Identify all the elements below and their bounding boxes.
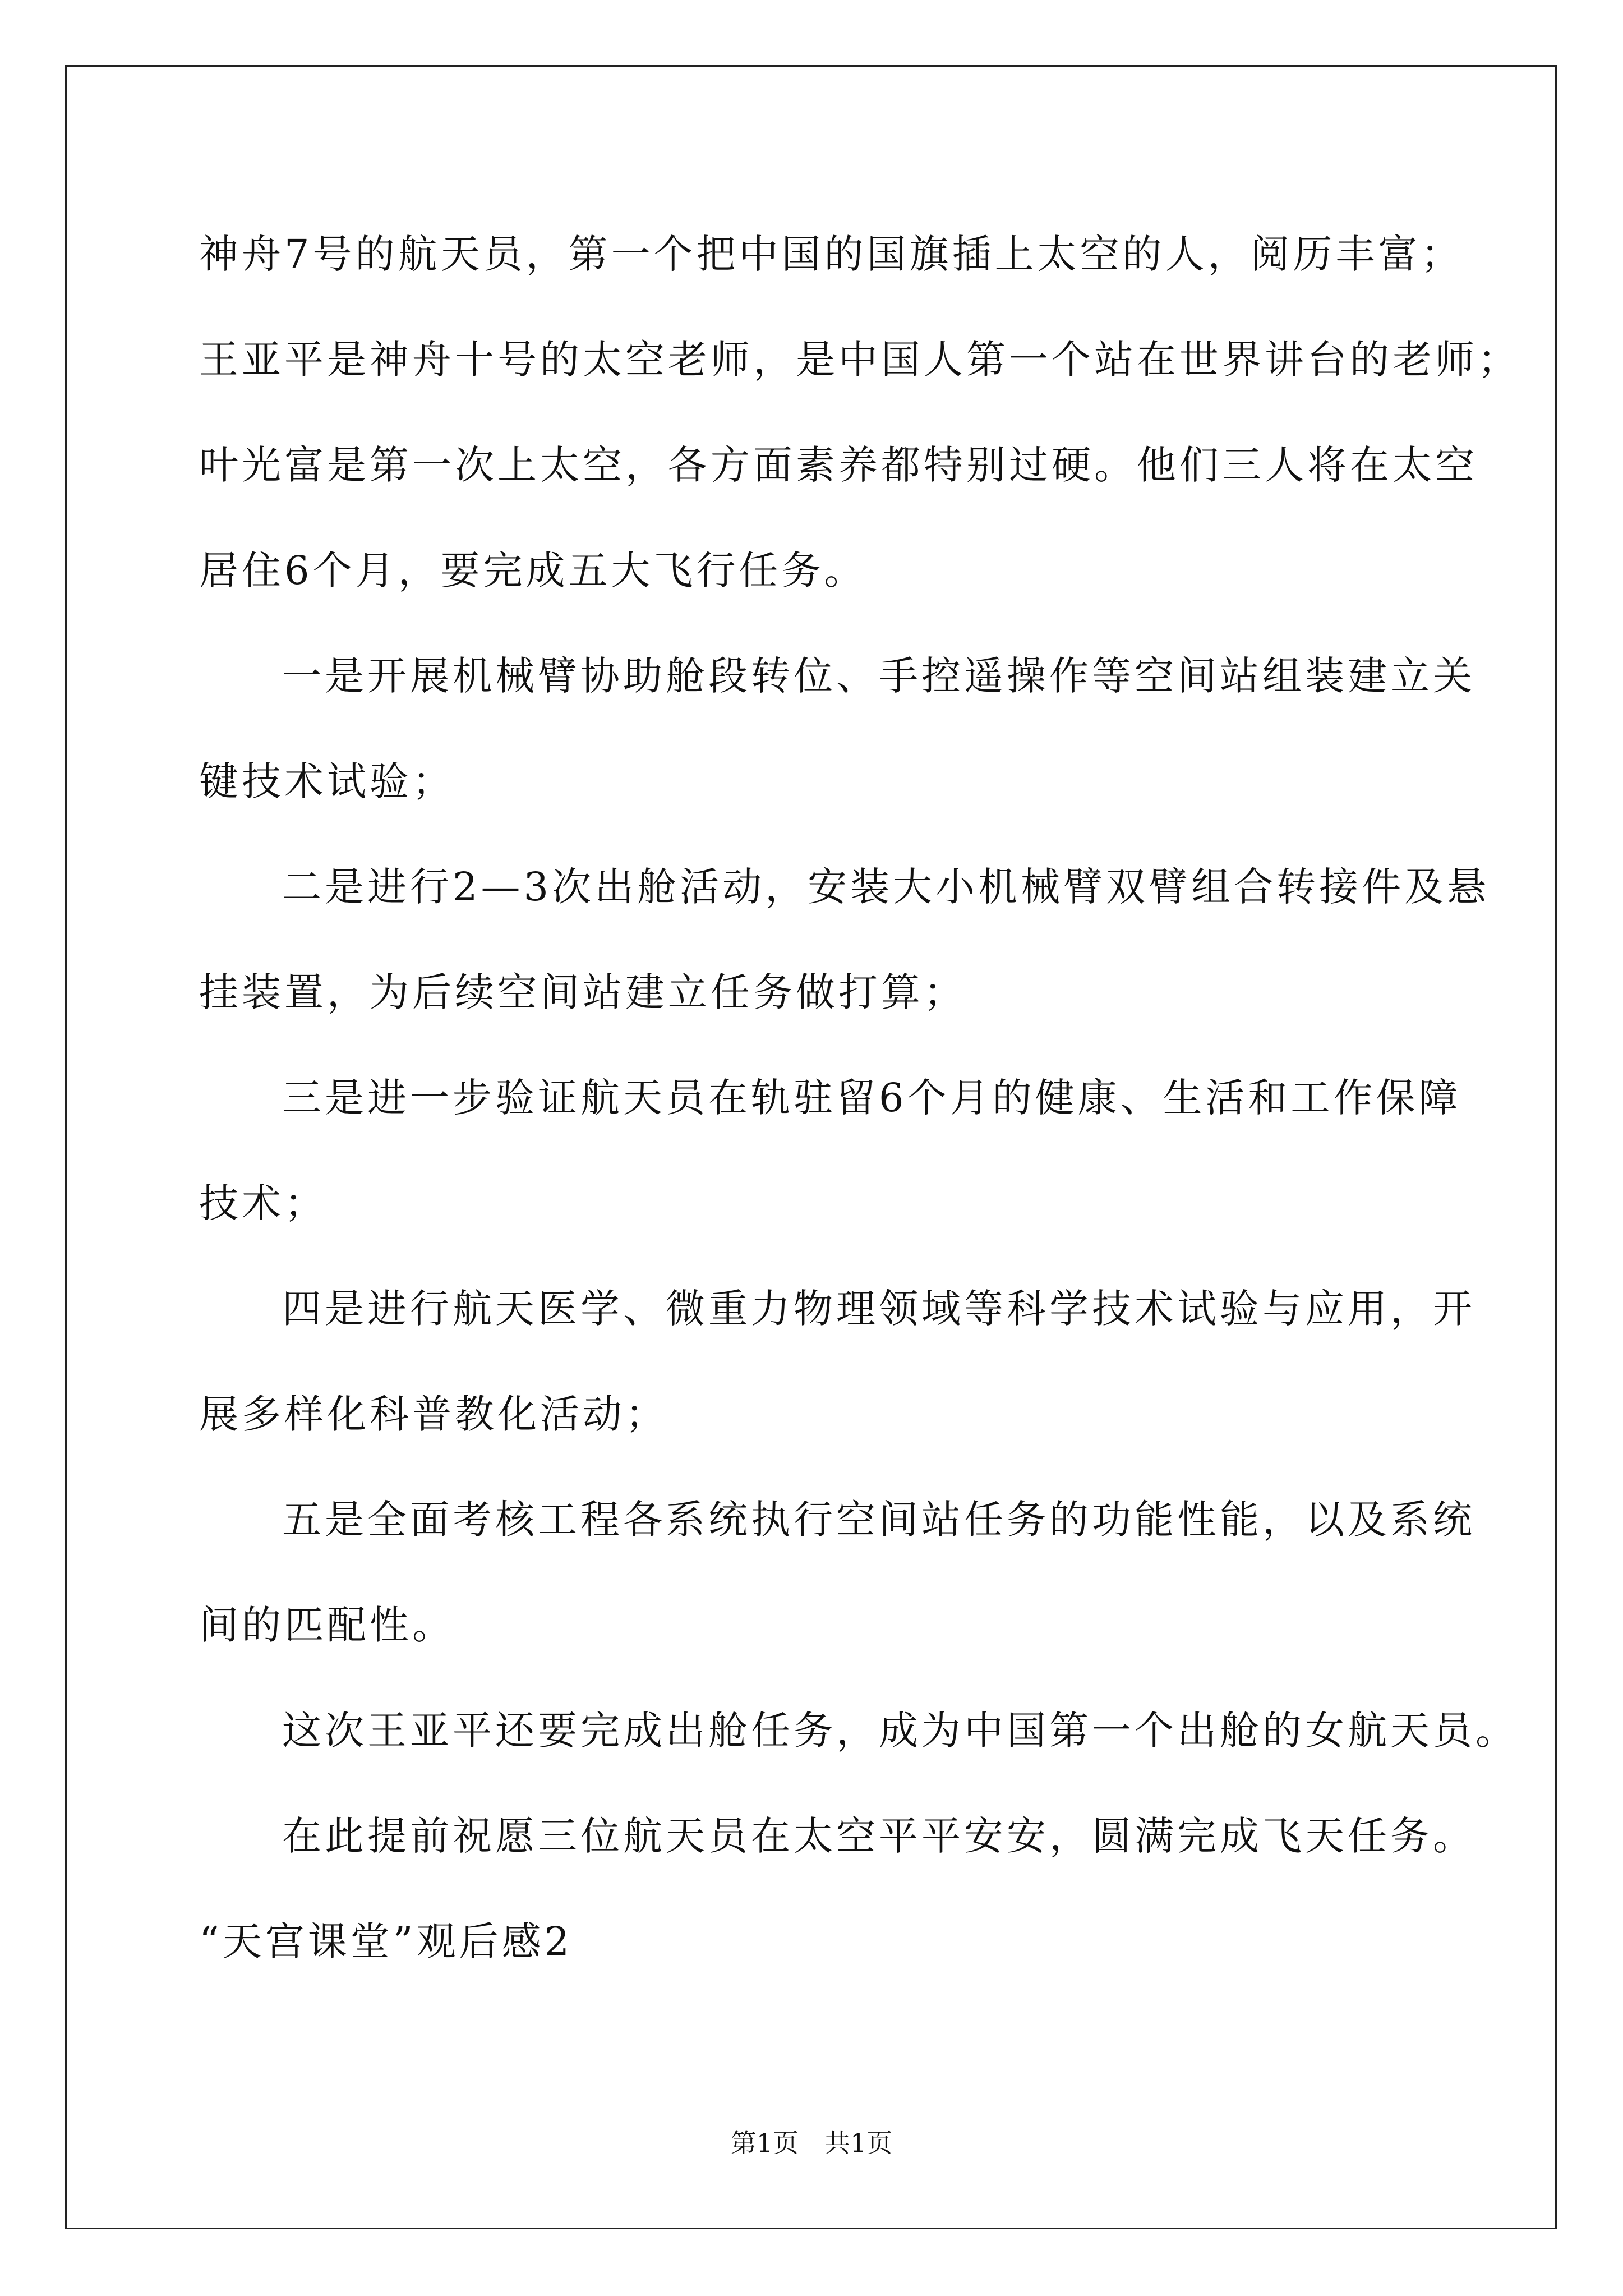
paragraph-line: 展多样化科普教化活动； <box>199 1391 668 1437</box>
page-footer: 第1页 共1页 <box>730 2128 893 2158</box>
paragraph-line: 在此提前祝愿三位航天员在太空平平安安，圆满完成飞天任务。 <box>282 1813 1476 1859</box>
page-border <box>65 65 1557 2229</box>
paragraph-line: 挂装置，为后续空间站建立任务做打算； <box>199 969 966 1015</box>
paragraph-line: 四是进行航天医学、微重力物理领域等科学技术试验与应用，开 <box>282 1286 1476 1332</box>
paragraph-line: 居住6个月，要完成五大飞行任务。 <box>199 547 867 593</box>
paragraph-line: 五是全面考核工程各系统执行空间站任务的功能性能，以及系统 <box>282 1497 1476 1543</box>
paragraph-line: 神舟7号的航天员，第一个把中国的国旗插上太空的人，阅历丰富； <box>199 231 1464 277</box>
paragraph-line: 这次王亚平还要完成出舱任务，成为中国第一个出舱的女航天员。 <box>282 1708 1518 1754</box>
paragraph-line: 三是进一步验证航天员在轨驻留6个月的健康、生活和工作保障 <box>282 1075 1461 1121</box>
paragraph-line: 键技术试验； <box>199 758 455 804</box>
paragraph-line: 间的匹配性。 <box>199 1602 455 1648</box>
paragraph-line: 叶光富是第一次上太空，各方面素养都特别过硬。他们三人将在太空 <box>199 442 1478 488</box>
paragraph-line: 一是开展机械臂协助舱段转位、手控遥操作等空间站组装建立关 <box>282 653 1476 699</box>
paragraph-line: 二是进行2—3次出舱活动，安装大小机械臂双臂组合转接件及悬 <box>282 864 1490 910</box>
paragraph-line: 技术； <box>199 1180 327 1226</box>
paragraph-line: 王亚平是神舟十号的太空老师，是中国人第一个站在世界讲台的老师； <box>199 337 1520 383</box>
section-heading: “天宫课堂”观后感2 <box>199 1918 573 1964</box>
